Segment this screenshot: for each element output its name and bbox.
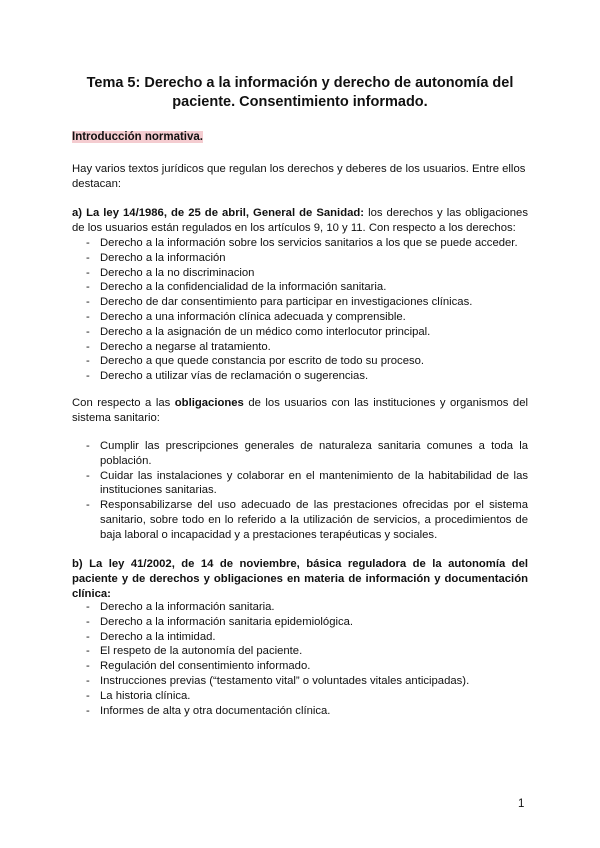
list-item: - Derecho a la no discriminacion xyxy=(72,266,528,281)
list-item: - Cuidar las instalaciones y colaborar en el mantenimiento de la habitabilidad de las instituciones sanitarias. xyxy=(72,469,528,499)
intro-paragraph: Hay varios textos jurídicos que regulan los derechos y deberes de los usuarios. Entre ellos destacan: xyxy=(72,163,526,190)
list-item: - Derecho a que quede constancia por escrito de todo su proceso. xyxy=(72,354,528,369)
list-item: - Derecho a negarse al tratamiento. xyxy=(72,340,528,355)
list-item: - Derecho a una información clínica adecuada y comprensible. xyxy=(72,310,528,325)
list-item: - Derecho a la información sanitaria. xyxy=(72,600,528,615)
obligations-list xyxy=(72,439,528,543)
law-a-name: a) La ley 14/1986, de 25 de abril, General de Sanidad: xyxy=(72,207,365,219)
list-item: - La historia clínica. xyxy=(72,689,528,704)
rights-list xyxy=(72,236,528,384)
list-item: - Informes de alta y otra documentación clínica. xyxy=(72,704,528,719)
obligations-word: obligaciones xyxy=(174,397,244,409)
list-item: - El respeto de la autonomía del paciente. xyxy=(72,644,528,659)
law-b-list xyxy=(72,600,528,718)
list-item: - Responsabilizarse del uso adecuado de las prestaciones ofrecidas por el sistema sanitario, sobre todo en lo referido a la utilización de servicios, a procedimientos de baja laboral o incapacidad y a prestaciones terapéuticas y sociales. xyxy=(72,498,528,542)
law-b-heading: b) La ley 41/2002, de 14 de noviembre, básica reguladora de la autonomía del paciente y de derechos y obligaciones en materia de información y documentación clínica: xyxy=(72,558,528,600)
law-a-paragraph xyxy=(72,206,528,236)
list-item: - Instrucciones previas (“testamento vital” o voluntades vitales anticipadas). xyxy=(72,674,528,689)
list-item: - Derecho a la información sanitaria epidemiológica. xyxy=(72,615,528,630)
obligations-intro xyxy=(72,396,528,426)
section-heading-wrapper xyxy=(72,127,203,145)
list-item: - Cumplir las prescripciones generales de naturaleza sanitaria comunes a toda la población. xyxy=(72,439,528,469)
list-item: - Derecho a la intimidad. xyxy=(72,630,528,645)
page-number: 1 xyxy=(518,798,525,810)
list-item: - Derecho de dar consentimiento para participar en investigaciones clínicas. xyxy=(72,295,528,310)
obligations-intro-post: de los usuarios con las instituciones y organismos del sistema sanitario: xyxy=(72,397,528,424)
list-item: - Derecho a utilizar vías de reclamación o sugerencias. xyxy=(72,369,528,384)
section-heading: Introducción normativa. xyxy=(72,131,203,143)
obligations-intro-pre: Con respecto a las xyxy=(72,397,175,409)
list-item: - Regulación del consentimiento informado. xyxy=(72,659,528,674)
law-a-text: los derechos y las obligaciones de los usuarios están regulados en los artículos 9, 10 y 11. Con respecto a los derechos: xyxy=(72,207,528,234)
page-title: Tema 5: Derecho a la información y derecho de autonomía del paciente. Consentimiento informado. xyxy=(86,75,514,110)
list-item: - Derecho a la información xyxy=(72,251,528,266)
list-item: - Derecho a la confidencialidad de la información sanitaria. xyxy=(72,280,528,295)
list-item: - Derecho a la información sobre los servicios sanitarios a los que se puede acceder. xyxy=(72,236,528,251)
list-item: - Derecho a la asignación de un médico como interlocutor principal. xyxy=(72,325,528,340)
